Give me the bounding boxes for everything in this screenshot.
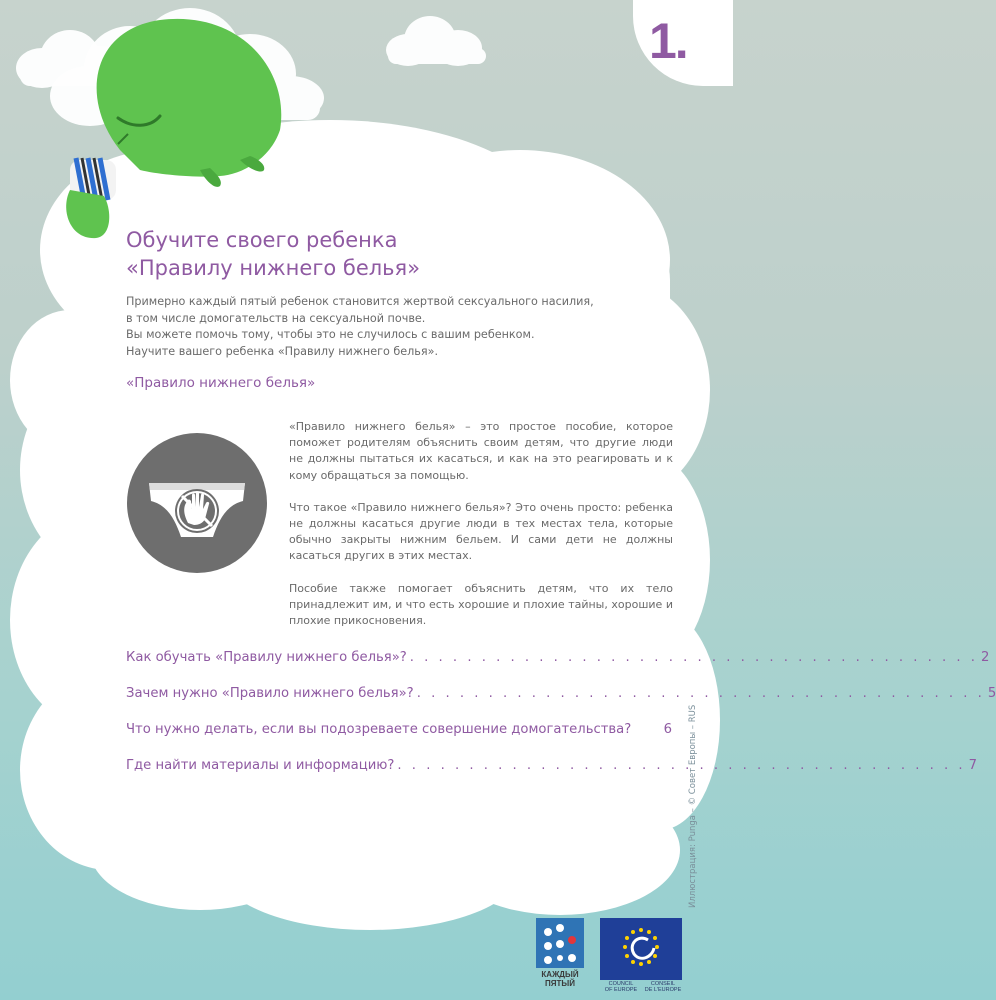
toc-item-how-to-teach[interactable] — [126, 650, 990, 686]
illustration-credit: Иллюстрация: Punga – © Совет Европы – RUS — [688, 704, 698, 908]
intro-line: Примерно каждый пятый ребенок становится жертвой сексуального насилия, — [126, 295, 594, 308]
underwear-hand-stop-icon — [127, 433, 267, 573]
coe-left-line-2: OF EUROPE — [604, 987, 638, 993]
section-heading: «Правило нижнего белья» — [126, 375, 316, 391]
toc-item-page: 7 — [968, 758, 977, 773]
intro-text — [126, 294, 606, 360]
toc-item-page: 5 — [987, 686, 996, 701]
coe-stars-icon — [600, 918, 682, 980]
coe-left-line-1: COUNCIL — [608, 981, 634, 987]
intro-line: Вы можете помочь тому, чтобы это не случилось с вашим ребенком. — [126, 328, 535, 341]
small-cloud-top-right — [386, 16, 486, 66]
one-in-five-logo — [536, 918, 584, 968]
flowers-icon — [536, 918, 584, 968]
coe-right-line-1: CONSEIL — [650, 981, 676, 987]
page-title — [126, 226, 566, 282]
toc-item-page: 6 — [663, 722, 672, 737]
toc-leader-dots: . . . . . . . . . . . . . . . . . . . . . . . . . . . . . . . . . . . . . . . . — [409, 650, 978, 665]
coe-text-english — [600, 981, 642, 993]
page-title-line-2: «Правилу нижнего белья» — [126, 256, 421, 280]
toc-leader-dots: . . . . . . . . . . . . . . . . . . . . . . . . . . . . . . . . . . . . . . . . — [397, 758, 966, 773]
coe-right-line-2: DE L'EUROPE — [644, 987, 682, 993]
toc-item-label: Что нужно делать, если вы подозреваете совершение домогательства? — [126, 722, 632, 737]
toc-leader-dots: . . . . . . . . . . . . . . . . . . . . . . . . . . . . . . . . . . . . . . . . — [416, 686, 985, 701]
body-paragraph: Что такое «Правило нижнего белья»? Это очень просто: ребенка не должны касаться другие люди в тех местах тела, которые обычно закрыты нижним бельем. И сами дети не должны касаться других в этих местах. — [289, 500, 673, 563]
body-text — [289, 419, 673, 645]
coe-text-french — [642, 981, 684, 993]
intro-line: в том числе домогательств на сексуальной почве. — [126, 311, 426, 325]
underwear-icon-graphic — [127, 433, 267, 573]
toc-item-label: Где найти материалы и информацию? — [126, 758, 395, 773]
one-in-five-logo-text — [526, 970, 594, 988]
council-of-europe-logo — [600, 918, 682, 980]
page-title-line-1: Обучите своего ребенка — [126, 228, 398, 252]
toc-item-what-to-do[interactable] — [126, 722, 672, 758]
toc-item-why-needed[interactable] — [126, 686, 996, 722]
page-number: 1. — [649, 13, 687, 69]
body-paragraph: Пособие также помогает объяснить детям, что их тело принадлежит им, и что есть хорошие и плохие тайны, хорошие и плохие прикосновения. — [289, 581, 673, 628]
toc-item-resources[interactable] — [126, 758, 977, 794]
intro-line: Научите вашего ребенка «Правилу нижнего белья». — [126, 344, 439, 358]
one-in-five-line-1: КАЖДЫЙ — [541, 970, 579, 979]
toc-item-label: Как обучать «Правилу нижнего белья»? — [126, 650, 407, 665]
one-in-five-line-2: ПЯТЫЙ — [545, 979, 575, 988]
toc-item-page: 2 — [980, 650, 990, 665]
table-of-contents — [126, 650, 996, 794]
toc-item-label: Зачем нужно «Правило нижнего белья»? — [126, 686, 414, 701]
body-paragraph: «Правило нижнего белья» – это простое пособие, которое поможет родителям объяснить своим детям, что другие люди не должны пытаться их касаться, и как на это реагировать и к кому обращаться за помощью. — [289, 420, 673, 482]
